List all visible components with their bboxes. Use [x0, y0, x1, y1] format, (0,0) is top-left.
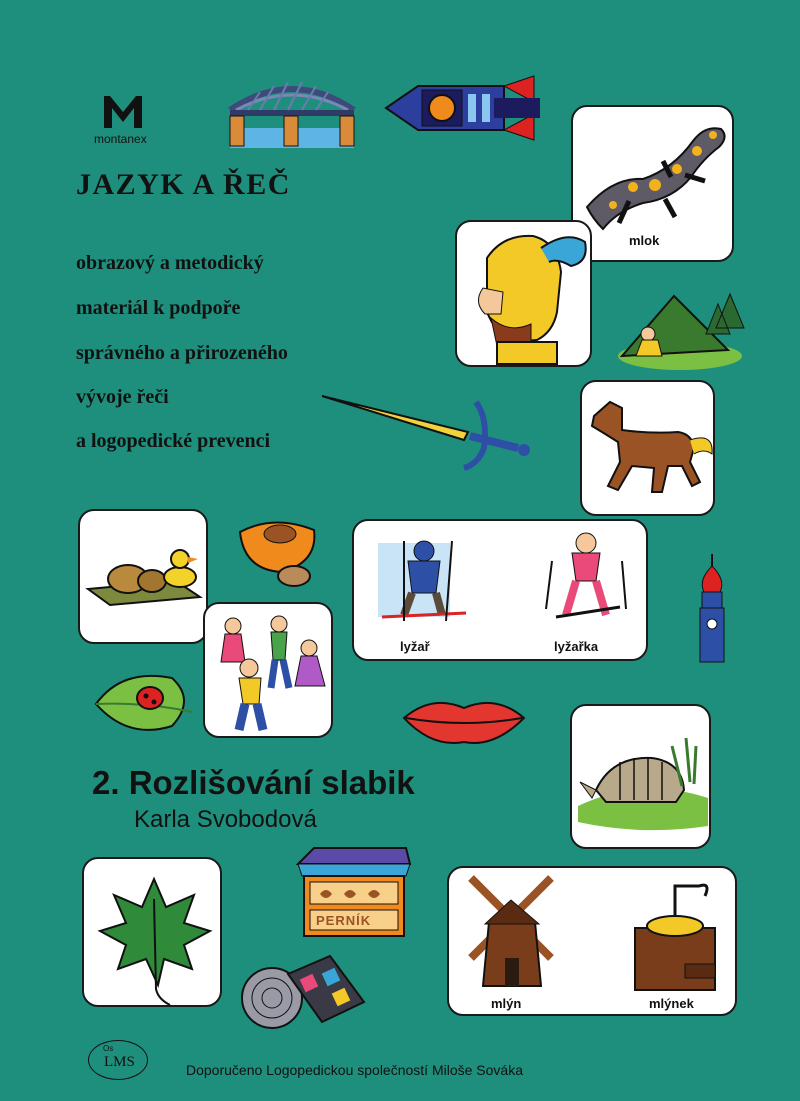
subtitle-line-3: správného a přirozeného: [76, 342, 288, 364]
potatoes-duck-icon: [80, 511, 208, 644]
skiers-icon: [354, 521, 648, 661]
horse-icon: [582, 382, 715, 516]
maple-leaf-icon: [84, 859, 222, 1007]
author-name: Karla Svobodová: [134, 806, 317, 833]
leaf-ladybug-illustration: [92, 664, 202, 740]
picture-card-potatoes-duck: [78, 509, 208, 644]
stall-sign-text: PERNÍK: [316, 913, 372, 928]
caption-lyzarka: lyžařka: [554, 639, 599, 654]
lms-seal: [88, 1040, 148, 1080]
children-dancing-icon: [205, 604, 333, 738]
seal-top-text: Os: [103, 1044, 114, 1053]
lips-illustration: [398, 690, 530, 752]
peach-walnut-illustration: [234, 512, 326, 588]
tent-illustration: [618, 284, 748, 372]
film-roll-illustration: [238, 946, 370, 1042]
armadillo-icon: [572, 706, 711, 849]
montanex-logo-icon: [98, 92, 148, 132]
picture-card-horse: [580, 380, 715, 516]
picture-card-mill: [447, 866, 737, 1016]
bridge-illustration: [226, 70, 358, 152]
caption-mlok: mlok: [629, 233, 660, 248]
mill-coffee-grinder-icon: [449, 868, 737, 1016]
caption-mlynek: mlýnek: [649, 996, 694, 1011]
church-tower-illustration: [694, 552, 730, 664]
sword-illustration: [318, 388, 540, 474]
publisher-name: montanex: [94, 132, 147, 146]
gingerbread-stall-illustration: [294, 846, 412, 940]
picture-card-skiers: [352, 519, 648, 661]
picture-card-salamander: [571, 105, 734, 262]
rocket-illustration: [384, 72, 546, 144]
series-title: 2. Rozlišování slabik: [92, 764, 415, 801]
recommendation-text: Doporučeno Logopedickou společností Miloše Sováka: [186, 1062, 523, 1078]
picture-card-knight: [455, 220, 592, 367]
seal-mark: LMS: [104, 1054, 135, 1070]
picture-card-armadillo: [570, 704, 711, 849]
subtitle-line-2: materiál k podpoře: [76, 297, 241, 319]
subtitle-line-4: vývoje řeči: [76, 386, 169, 408]
publisher-logo: [94, 92, 148, 150]
caption-lyzar: lyžař: [400, 639, 430, 654]
book-title: JAZYK A ŘEČ: [76, 168, 291, 201]
caption-mlyn: mlýn: [491, 996, 522, 1011]
picture-card-dancing-children: [203, 602, 333, 738]
subtitle-line-5: a logopedické prevenci: [76, 430, 271, 452]
picture-card-maple-leaf: [82, 857, 222, 1007]
subtitle-line-1: obrazový a metodický: [76, 252, 264, 274]
knight-helmet-icon: [457, 222, 592, 367]
